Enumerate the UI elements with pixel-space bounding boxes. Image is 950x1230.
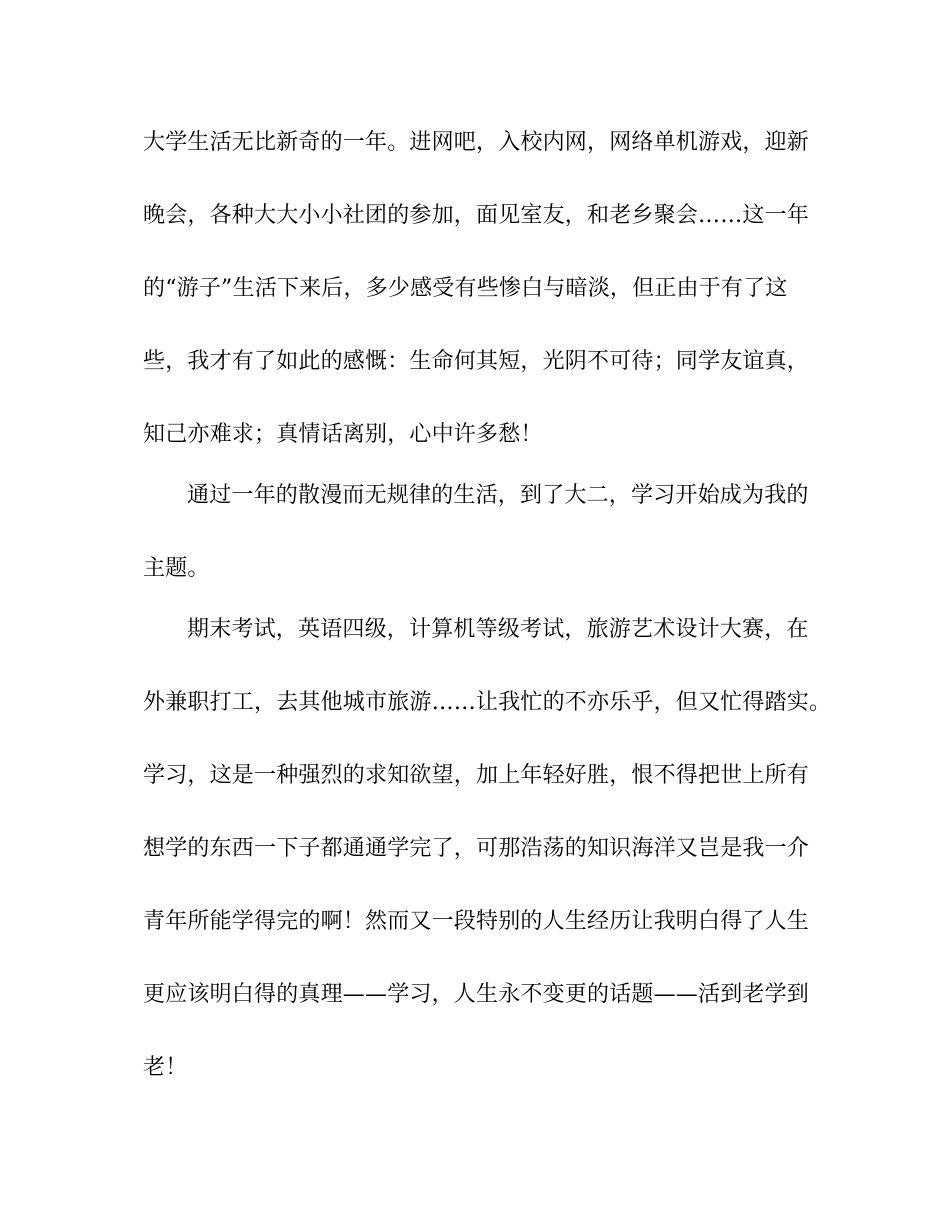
text-line: 通过一年的散漫而无规律的生活，到了大二，学习开始成为我的 [187, 483, 809, 508]
text-line: 青年所能学得完的啊！然而又一段特别的人生经历让我明白得了人生 [143, 909, 810, 934]
text-line: 想学的东西一下子都通通学完了，可那浩荡的知识海洋又岂是我一介 [143, 836, 810, 861]
text-line: 的“游子”生活下来后，多少感受有些惨白与暗淡，但正由于有了这 [143, 276, 788, 301]
text-line: 大学生活无比新奇的一年。进网吧，入校内网，网络单机游戏，迎新 [143, 130, 810, 155]
text-line: 主题。 [143, 556, 210, 581]
text-line: 晚会，各种大大小小社团的参加，面见室友，和老乡聚会……这一年 [143, 203, 810, 228]
text-line: 期末考试，英语四级，计算机等级考试，旅游艺术设计大赛，在 [187, 617, 809, 642]
text-line: 外兼职打工，去其他城市旅游……让我忙的不亦乐乎，但又忙得踏实。 [143, 690, 832, 715]
text-line: 更应该明白得的真理——学习，人生永不变更的话题——活到老学到 [143, 982, 810, 1007]
text-line: 学习，这是一种强烈的求知欲望，加上年轻好胜，恨不得把世上所有 [143, 763, 810, 788]
text-line: 老！ [143, 1055, 188, 1080]
text-line: 些，我才有了如此的感慨：生命何其短，光阴不可待；同学友谊真， [143, 349, 810, 374]
text-line: 知己亦难求；真情话离别，心中许多愁！ [143, 422, 543, 447]
